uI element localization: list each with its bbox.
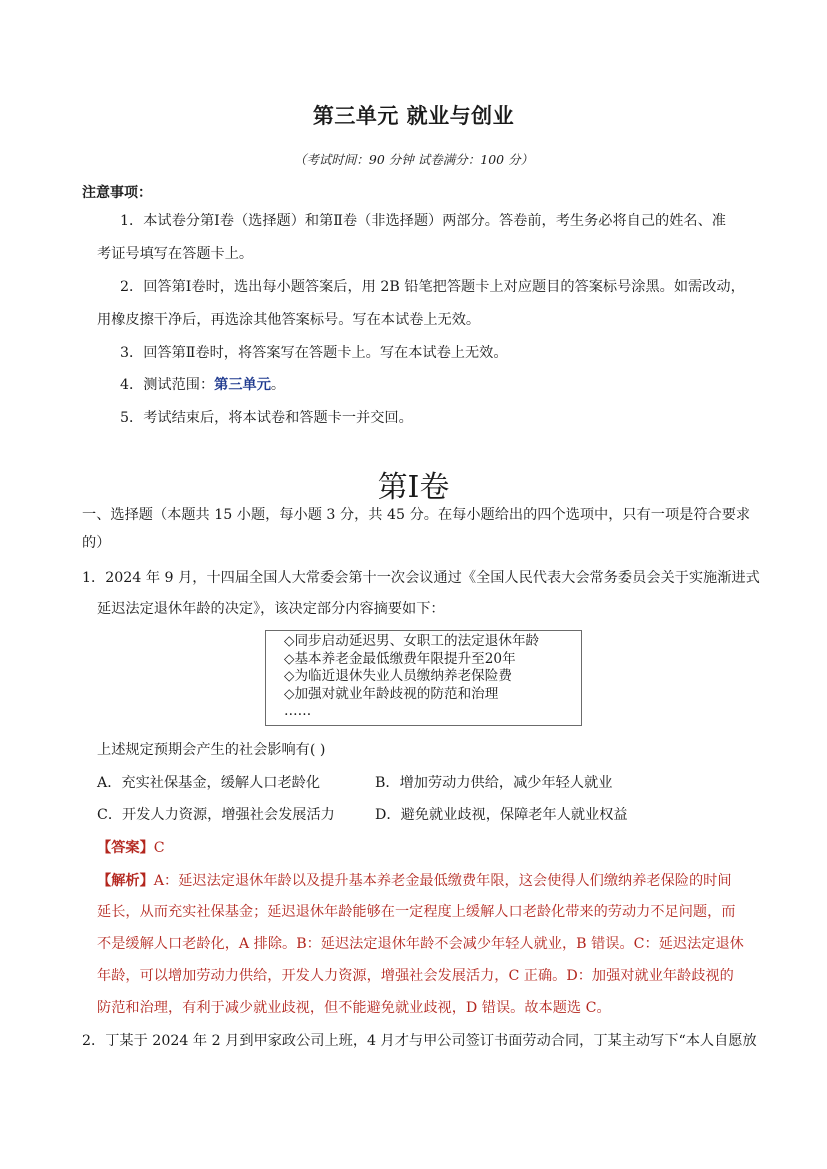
part1-instruction-line-1: 一、选择题（本题共 15 小题，每小题 3 分，共 45 分。在每小题给出的四个选项中，只有一项是符合要求 bbox=[82, 507, 751, 523]
answer-label: 【答案】 bbox=[97, 840, 154, 856]
q1-analysis-line-5: 防范和治理，有利于减少就业歧视，但不能避免就业歧视，D 错误。故本题选 C。 bbox=[97, 1000, 611, 1016]
q1-stem-line-2: 延迟法定退休年龄的决定》，该决定部分内容摘要如下： bbox=[97, 601, 445, 617]
notice-item-1-line-2: 考证号填写在答题卡上。 bbox=[97, 246, 254, 262]
answer-value: C bbox=[153, 840, 165, 856]
box-line-4: ◇加强对就业年龄歧视的防范和治理 bbox=[284, 685, 499, 702]
analysis-text-1: A：延迟法定退休年龄以及提升基本养老金最低缴费年限，这会使得人们缴纳养老保险的时间 bbox=[153, 873, 732, 889]
box-line-2: ◇基本养老金最低缴费年限提升至20年 bbox=[284, 650, 516, 667]
notice-item-1-line-1: 1．本试卷分第Ⅰ卷（选择题）和第Ⅱ卷（非选择题）两部分。答卷前，考生务必将自己的姓名、准 bbox=[120, 213, 726, 229]
box-line-1: ◇同步启动延迟男、女职工的法定退休年龄 bbox=[284, 633, 540, 649]
notice-heading: 注意事项： bbox=[82, 185, 152, 201]
q1-analysis-line-1 bbox=[97, 871, 732, 891]
notice-item-4-prefix: 4．测试范围： bbox=[120, 377, 215, 393]
page-title: 第三单元 就业与创业 bbox=[312, 103, 515, 128]
q1-stem-line-1: 1．2024 年 9 月，十四届全国人大常委会第十一次会议通过《全国人民代表大会常务委员会关于实施渐进式 bbox=[82, 570, 760, 586]
box-line-3: ◇为临近退休失业人员缴纳养老保险费 bbox=[284, 668, 512, 684]
analysis-label: 【解析】 bbox=[97, 873, 154, 889]
policy-summary-box bbox=[265, 630, 582, 726]
notice-item-4 bbox=[120, 375, 285, 395]
notice-item-2-line-2: 用橡皮擦干净后，再选涂其他答案标号。写在本试卷上无效。 bbox=[97, 312, 481, 328]
q1-option-a: A．充实社保基金，缓解人口老龄化 bbox=[97, 775, 321, 791]
test-scope: 第三单元 bbox=[214, 377, 271, 393]
q2-stem-line-1: 2．丁某于 2024 年 2 月到甲家政公司上班，4 月才与甲公司签订书面劳动合同，丁某主动写下“本人自愿放 bbox=[82, 1033, 757, 1049]
notice-item-4-suffix: 。 bbox=[270, 377, 286, 393]
q1-analysis-line-3: 不是缓解人口老龄化，A 排除。B：延迟法定退休年龄不会减少年轻人就业，B 错误。C：延迟法定退休 bbox=[97, 936, 744, 952]
notice-item-5: 5．考试结束后，将本试卷和答题卡一并交回。 bbox=[120, 410, 413, 426]
notice-item-2-line-1: 2．回答第Ⅰ卷时，选出每小题答案后，用 2B 铅笔把答题卡上对应题目的答案标号涂黑。如需改动， bbox=[120, 279, 745, 295]
notice-item-3: 3．回答第Ⅱ卷时，将答案写在答题卡上。写在本试卷上无效。 bbox=[120, 345, 508, 361]
box-line-5: …… bbox=[284, 703, 312, 719]
exam-info: （考试时间：90 分钟 试卷满分：100 分） bbox=[293, 152, 534, 167]
q1-question: 上述规定预期会产生的社会影响有( ) bbox=[97, 742, 326, 758]
q1-analysis-line-2: 延长，从而充实社保基金；延迟退休年龄能够在一定程度上缓解人口老龄化带来的劳动力不足问题，而 bbox=[97, 904, 736, 920]
part1-instruction-line-2: 的） bbox=[82, 535, 111, 551]
q1-answer bbox=[97, 838, 165, 858]
q1-option-d: D．避免就业歧视，保障老年人就业权益 bbox=[375, 807, 628, 823]
q1-option-b: B．增加劳动力供给，减少年轻人就业 bbox=[375, 775, 613, 791]
q1-option-c: C．开发人力资源，增强社会发展活力 bbox=[97, 807, 335, 823]
q1-analysis-line-4: 年龄，可以增加劳动力供给，开发人力资源，增强社会发展活力，C 正确。D：加强对就业年龄歧视的 bbox=[97, 968, 734, 984]
section-title: 第I卷 bbox=[377, 470, 450, 505]
